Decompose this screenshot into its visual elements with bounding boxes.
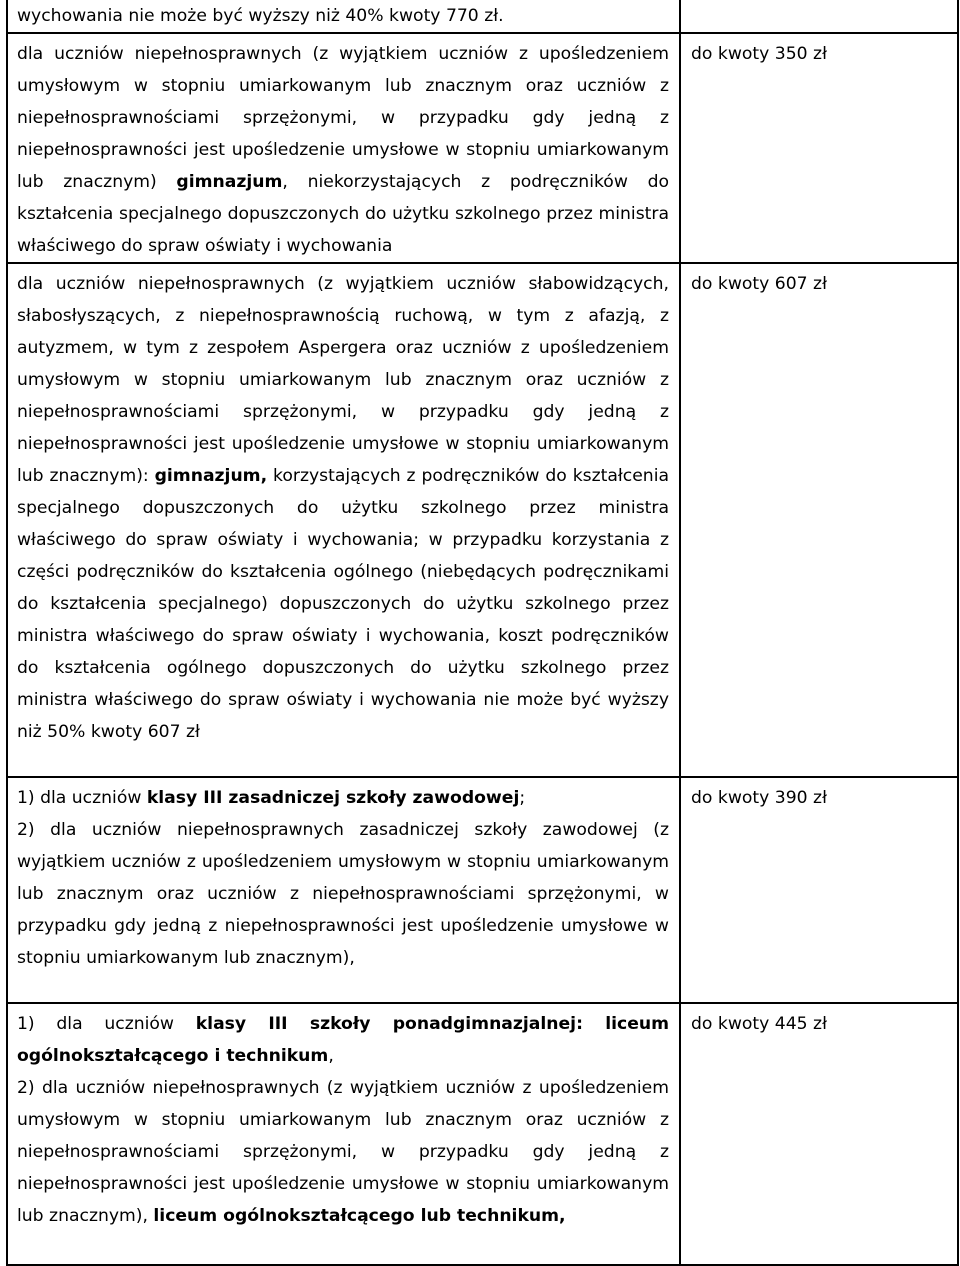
school-type: gimnazjum (176, 172, 283, 192)
list-item-text: ; (519, 788, 526, 808)
table-row (7, 0, 958, 33)
row-description (7, 0, 680, 33)
row-description (7, 1003, 680, 1265)
list-item-text: 1) dla uczniów (17, 788, 147, 808)
list-item-text: 2) dla uczniów niepełnosprawnych zasadniczej szkoły zawodowej (z wyjątkiem uczniów z upośledzeniem umysłowym w stopniu umiarkowanym lub znacznym oraz uczniów z niepełnosprawnościami sprzężonymi, w przypadku gdy jedną z niepełnosprawności jest upośledzenie umysłowe w stopniu umiarkowanym lub znacznym), (17, 820, 669, 968)
list-item-text: 2) dla uczniów niepełnosprawnych (z wyjątkiem uczniów z upośledzeniem umysłowym w stopniu umiarkowanym lub znacznym oraz uczniów z niepełnosprawnościami sprzężonymi, w przypadku gdy jedną z niepełnosprawności jest upośledzenie umysłowe w stopniu umiarkowanym lub znacznym), (17, 1078, 669, 1226)
row-description (7, 777, 680, 1003)
list-item (17, 1008, 669, 1072)
table-row (7, 33, 958, 263)
school-type: klasy III szkoły ponadgimnazjalnej: liceum ogólnokształcącego i technikum (17, 1014, 669, 1066)
row-amount: do kwoty 350 zł (680, 33, 958, 263)
row-amount (680, 0, 958, 33)
description-text: korzystających z podręczników do kształcenia specjalnego dopuszczonych do użytku szkolnego przez ministra właściwego do spraw oświaty i wychowania; w przypadku korzystania z części podręczników do kształcenia ogólnego (niebędących podręcznikami do kształcenia specjalnego) dopuszczonych do użytku szkolnego przez ministra właściwego do spraw oświaty i wychowania, koszt podręczników do kształcenia ogólnego dopuszczonych do użytku szkolnego przez ministra właściwego do spraw oświaty i wychowania nie może być wyższy niż 50% kwoty 607 zł (17, 466, 670, 742)
list-item (17, 1072, 669, 1232)
list-item (17, 782, 669, 814)
school-type: klasy III zasadniczej szkoły zawodowej (146, 788, 520, 808)
table-row (7, 263, 958, 777)
description-text: wychowania nie może być wyższy niż 40% kwoty 770 zł. (17, 6, 504, 26)
description-text: , niekorzystających z podręczników do kształcenia specjalnego dopuszczonych do użytku szkolnego przez ministra właściwego do spraw oświaty i wychowania (17, 172, 670, 256)
table-row (7, 1003, 958, 1265)
description-text: dla uczniów niepełnosprawnych (z wyjątkiem uczniów z upośledzeniem umysłowym w stopniu umiarkowanym lub znacznym oraz uczniów z niepełnosprawnościami sprzężonymi, w przypadku gdy jedną z niepełnosprawności jest upośledzenie umysłowe w stopniu umiarkowanym lub znacznym) (17, 44, 669, 192)
row-amount: do kwoty 390 zł (680, 777, 958, 1003)
row-description (7, 33, 680, 263)
list-item-text: , (328, 1046, 334, 1066)
row-description (7, 263, 680, 777)
list-item (17, 814, 669, 974)
description-text: dla uczniów niepełnosprawnych (z wyjątkiem uczniów słabowidzących, słabosłyszących, z niepełnosprawnością ruchową, w tym z afazją, z autyzmem, w tym z zespołem Aspergera oraz uczniów z upośledzeniem umysłowym w stopniu umiarkowanym lub znacznym oraz uczniów z niepełnosprawnościami sprzężonymi, w przypadku gdy jedną z niepełnosprawności jest upośledzenie umysłowe w stopniu umiarkowanym lub znacznym): (17, 274, 669, 486)
row-amount: do kwoty 607 zł (680, 263, 958, 777)
school-type: liceum ogólnokształcącego lub technikum, (153, 1206, 566, 1226)
table-row (7, 777, 958, 1003)
row-amount: do kwoty 445 zł (680, 1003, 958, 1265)
allowance-table (6, 0, 959, 1266)
list-item-text: 1) dla uczniów (17, 1014, 196, 1034)
school-type: gimnazjum, (154, 466, 268, 486)
